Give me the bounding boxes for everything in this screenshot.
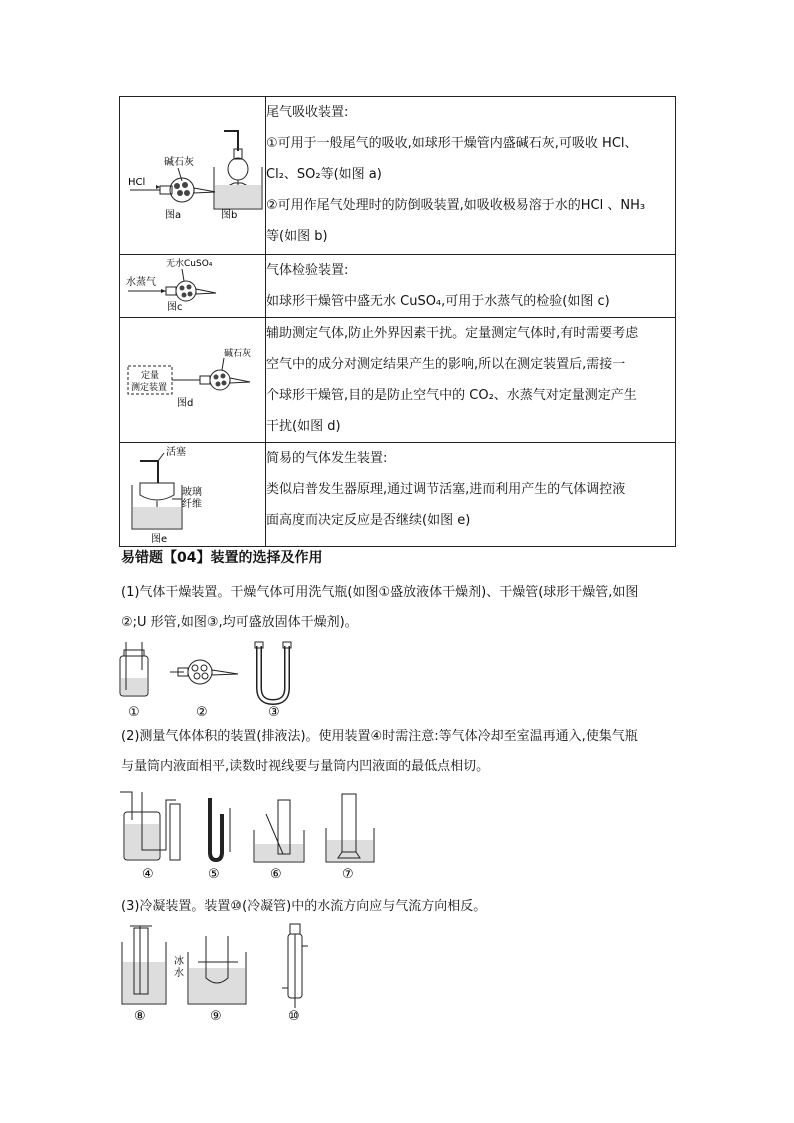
text-cell-gas-generator bbox=[266, 443, 676, 547]
quantitative-setup-figure bbox=[120, 318, 265, 442]
text-line: 气体检验装置: bbox=[266, 263, 349, 278]
figure-cell-c bbox=[120, 255, 266, 318]
volume-measurement-figures bbox=[118, 790, 378, 882]
figure-cell-a-b bbox=[120, 97, 266, 255]
figure-9-label: ⑨ bbox=[210, 1009, 222, 1024]
figure-2-label: ② bbox=[196, 705, 208, 720]
vapor-label: 水蒸气 bbox=[126, 277, 156, 288]
figure-b-label: 图b bbox=[221, 210, 238, 221]
drying-tube-and-funnel-figure bbox=[120, 97, 265, 255]
figure-c-label: 图c bbox=[167, 302, 183, 313]
ice-water-label-1: 冰 bbox=[174, 956, 184, 967]
box-label-line2: 测定装置 bbox=[131, 383, 168, 393]
soda-lime-label-d: 碱石灰 bbox=[224, 349, 252, 359]
stopcock-label: 活塞 bbox=[166, 447, 186, 458]
figure-cell-e bbox=[120, 443, 266, 547]
text-cell-gas-test bbox=[266, 255, 676, 318]
figure-10-label: ⑩ bbox=[288, 1009, 300, 1024]
drying-apparatus-figures bbox=[118, 640, 318, 720]
hcl-label: HCl bbox=[128, 177, 146, 188]
text-line: Cl₂、SO₂等(如图 a) bbox=[266, 167, 382, 182]
figure-8-label: ⑧ bbox=[134, 1009, 146, 1024]
apparatus-table bbox=[119, 96, 676, 547]
figure-cell-d bbox=[120, 318, 266, 443]
text-line: 空气中的成分对测定结果产生的影响,所以在测定装置后,需接一 bbox=[266, 357, 626, 372]
section-title: 易错题【04】装置的选择及作用 bbox=[121, 550, 323, 566]
box-label-line1: 定量 bbox=[141, 371, 160, 381]
text-line: 等(如图 b) bbox=[266, 229, 328, 244]
text-line: (2)测量气体体积的装置(排液法)。使用装置④时需注意:等气体冷却至室温再通入,使集气瓶 bbox=[121, 729, 638, 744]
table-row bbox=[120, 255, 676, 318]
text-line: 尾气吸收装置: bbox=[266, 105, 349, 120]
text-cell-tail-gas bbox=[266, 97, 676, 255]
figure-3-label: ③ bbox=[268, 705, 280, 720]
figure-6-label: ⑥ bbox=[270, 867, 282, 882]
text-line: 个球形干燥管,目的是防止空气中的 CO₂、水蒸气对定量测定产生 bbox=[266, 388, 637, 403]
condensation-figures bbox=[118, 922, 318, 1022]
figure-5-label: ⑤ bbox=[208, 867, 220, 882]
figure-1-label: ① bbox=[128, 705, 140, 720]
figure-a-label: 图a bbox=[165, 210, 182, 221]
figure-4-label: ④ bbox=[142, 867, 154, 882]
text-line: ②可用作尾气处理时的防倒吸装置,如吸收极易溶于水的HCl 、NH₃ bbox=[266, 198, 646, 213]
cuso4-label: 无水CuSO₄ bbox=[166, 259, 213, 269]
cuso4-drying-tube-figure bbox=[120, 255, 265, 317]
figure-7-label: ⑦ bbox=[342, 867, 354, 882]
table-row bbox=[120, 97, 676, 255]
gas-generator-figure bbox=[120, 443, 265, 547]
ice-water-label-2: 水 bbox=[174, 968, 184, 979]
text-line: (1)气体干燥装置。干燥气体可用洗气瓶(如图①盛放液体干燥剂)、干燥管(球形干燥管,如图 bbox=[121, 585, 639, 600]
glass-fiber-label-1: 玻璃 bbox=[182, 487, 202, 498]
soda-lime-label: 碱石灰 bbox=[164, 157, 194, 168]
text-line: ①可用于一般尾气的吸收,如球形干燥管内盛碱石灰,可吸收 HCl、 bbox=[266, 136, 638, 151]
text-line: 干扰(如图 d) bbox=[266, 419, 341, 434]
text-line: (3)冷凝装置。装置⑩(冷凝管)中的水流方向应与气流方向相反。 bbox=[121, 899, 487, 914]
text-line: 如球形干燥管中盛无水 CuSO₄,可用于水蒸气的检验(如图 c) bbox=[266, 294, 610, 309]
text-line: 与量筒内液面相平,读数时视线要与量筒内凹液面的最低点相切。 bbox=[121, 759, 490, 774]
text-line: ②;U 形管,如图③,均可盛放固体干燥剂)。 bbox=[121, 615, 358, 630]
paragraph-volume bbox=[121, 722, 681, 782]
table-row bbox=[120, 443, 676, 547]
paragraph-drying bbox=[121, 578, 681, 638]
glass-fiber-label-2: 纤维 bbox=[182, 499, 202, 510]
text-cell-auxiliary bbox=[266, 318, 676, 443]
text-line: 辅助测定气体,防止外界因素干扰。定量测定气体时,有时需要考虑 bbox=[266, 326, 639, 341]
paragraph-condensation bbox=[121, 892, 681, 922]
text-line: 简易的气体发生装置: bbox=[266, 451, 388, 466]
figure-d-label: 图d bbox=[177, 398, 194, 409]
text-line: 类似启普发生器原理,通过调节活塞,进而利用产生的气体调控液 bbox=[266, 482, 626, 497]
figure-e-label: 图e bbox=[151, 534, 168, 545]
text-line: 面高度而决定反应是否继续(如图 e) bbox=[266, 513, 471, 528]
table-row bbox=[120, 318, 676, 443]
